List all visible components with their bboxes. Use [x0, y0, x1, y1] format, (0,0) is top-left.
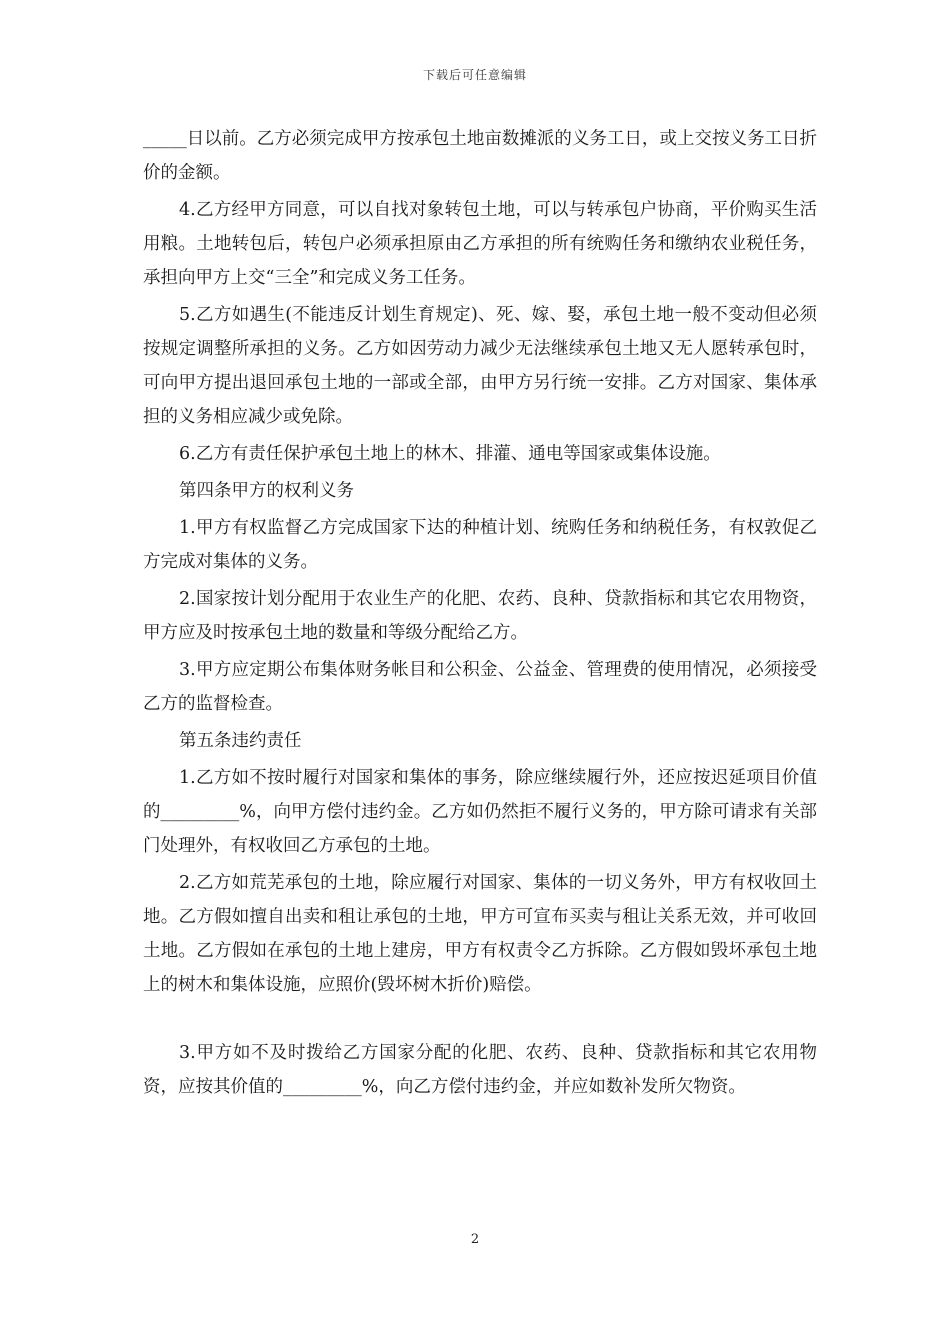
page-number: 2	[470, 1232, 480, 1247]
paragraph-clause-5-2: 2.乙方如荒芜承包的土地，除应履行对国家、集体的一切义务外，甲方有权收回土地。乙方假如擅自出卖和租让承包的土地，甲方可宣布买卖与租让关系无效，并可收回土地。乙方假如在承包的土地上建房，甲方有权责令乙方拆除。乙方假如毁坏承包土地上的树木和集体设施，应照价(毁坏树木折价)赔偿。	[143, 873, 817, 995]
paragraph-clause-4-2: 2.国家按计划分配用于农业生产的化肥、农药、良种、贷款指标和其它农用物资，甲方应及时按承包土地的数量和等级分配给乙方。	[143, 589, 817, 643]
section-heading-article-5: 第五条违约责任	[179, 731, 302, 751]
paragraph-clause-3-4: 4.乙方经甲方同意，可以自找对象转包土地，可以与转承包户协商，平价购买生活用粮。土地转包后，转包户必须承担原由乙方承担的所有统购任务和缴纳农业税任务，承担向甲方上交“三全”和完成义务工任务。	[143, 200, 817, 288]
paragraph-clause-3-5: 5.乙方如遇生(不能违反计划生育规定)、死、嫁、娶，承包土地一般不变动但必须按规定调整所承担的义务。乙方如因劳动力减少无法继续承包土地又无人愿转承包时，可向甲方提出退回承包土地的一部或全部，由甲方另行统一安排。乙方对国家、集体承担的义务相应减少或免除。	[143, 305, 817, 427]
paragraph-clause-5-1: 1.乙方如不按时履行对国家和集体的事务，除应继续履行外，还应按迟延项目价值的_________%，向甲方偿付违约金。乙方如仍然拒不履行义务的，甲方除可请求有关部门处理外，有权收回乙方承包的土地。	[143, 768, 817, 856]
page-header: 下载后可任意编辑	[422, 68, 527, 82]
section-heading-article-4: 第四条甲方的权利义务	[179, 481, 354, 501]
paragraph-clause-4-3: 3.甲方应定期公布集体财务帐目和公积金、公益金、管理费的使用情况，必须接受乙方的监督检查。	[143, 660, 817, 714]
paragraph-clause-3-6: 6.乙方有责任保护承包土地上的林木、排灌、通电等国家或集体设施。	[179, 444, 721, 464]
paragraph-continuation: _____日以前。乙方必须完成甲方按承包土地亩数摊派的义务工日，或上交按义务工日折价的金额。	[143, 129, 817, 183]
paragraph-clause-4-1: 1.甲方有权监督乙方完成国家下达的种植计划、统购任务和纳税任务，有权敦促乙方完成对集体的义务。	[143, 518, 817, 572]
document-body	[143, 122, 817, 1107]
paragraph-clause-5-3: 3.甲方如不及时拨给乙方国家分配的化肥、农药、良种、贷款指标和其它农用物资，应按其价值的_________%，向乙方偿付违约金，并应如数补发所欠物资。	[143, 1043, 817, 1097]
